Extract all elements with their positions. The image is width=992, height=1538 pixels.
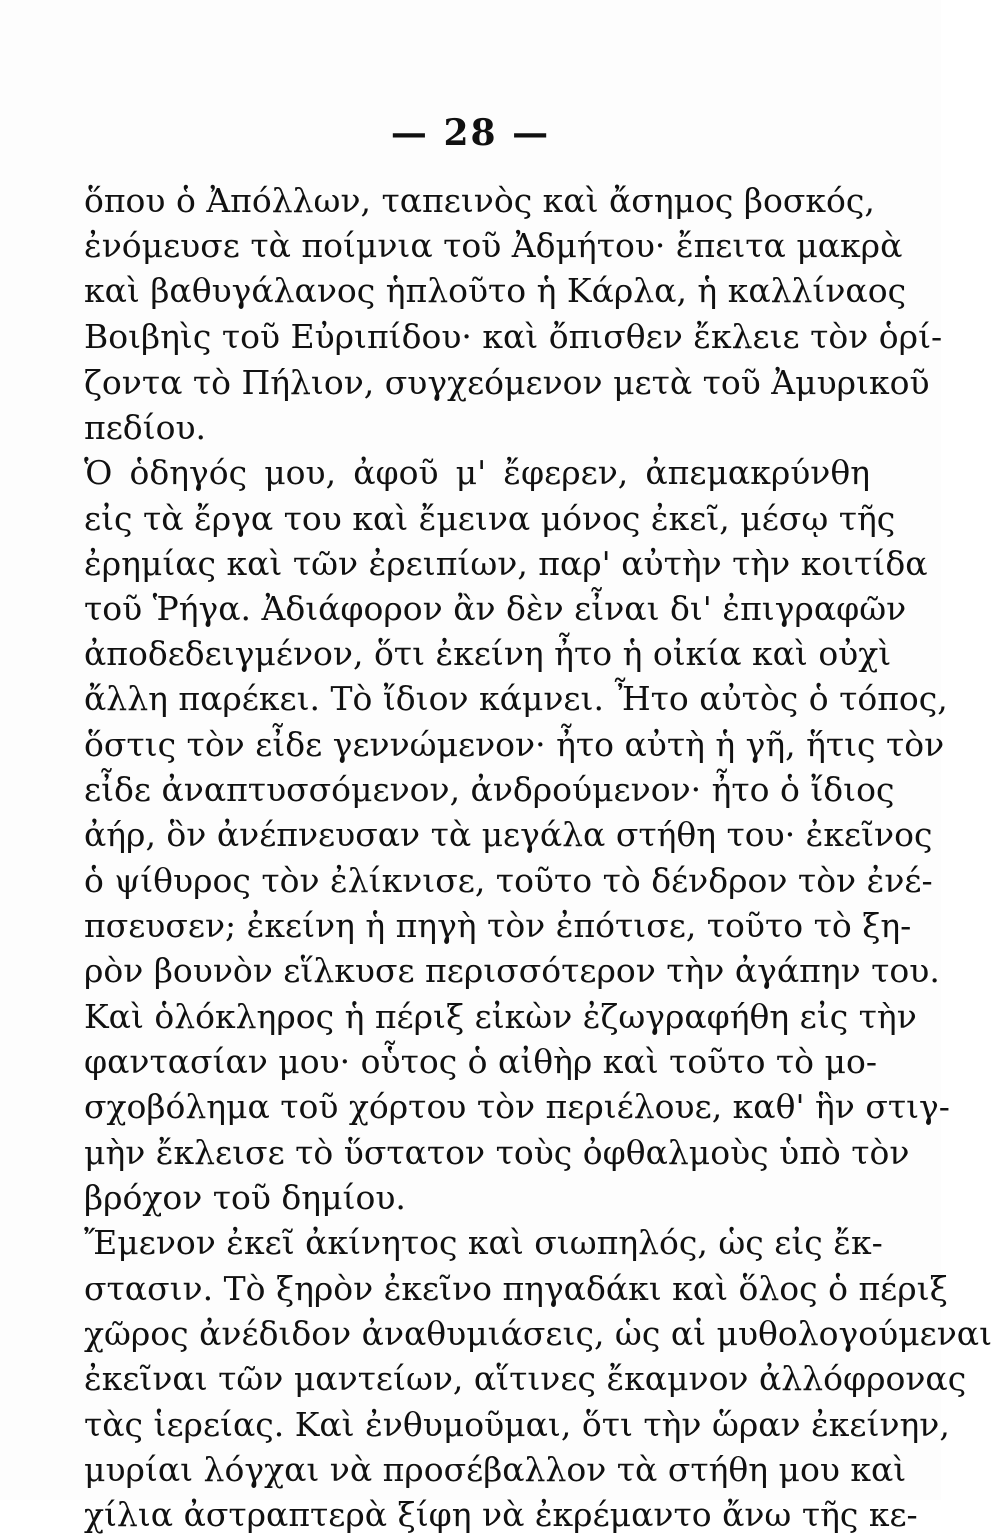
text-line: Βοιβηὶς τοῦ Εὐριπίδου· καὶ ὄπισθεν ἔκλειε τὸν ὁρί- [84,317,943,356]
text-line: ἀήρ, ὃν ἀνέπνευσαν τὰ μεγάλα στήθη του· ἐκεῖνος [84,815,933,854]
text-line: ὅστις τὸν εἶδε γεννώμενον· ἦτο αὐτὴ ἡ γῆ, ἥτις τὸν [84,725,945,764]
text-line: σχοβόλημα τοῦ χόρτου τὸν περιέλουε, καθ' ἣν στιγ- [84,1087,950,1126]
text-line: ρὸν βουνὸν εἵλκυσε περισσότερον τὴν ἀγάπην του. [84,951,940,990]
text-line: εἰς τὰ ἔργα του καὶ ἔμεινα μόνος ἐκεῖ, μέσῳ τῆς [84,499,896,538]
text-line: ἄλλη παρέκει. Τὸ ἴδιον κάμνει. Ἦτο αὐτὸς ὁ τόπος, [84,679,948,718]
text-line: ἐκεῖναι τῶν μαντείων, αἵτινες ἔκαμνον ἀλλόφρονας [84,1359,967,1398]
text-line: ἐρημίας καὶ τῶν ἐρειπίων, παρ' αὐτὴν τὴν κοιτίδα [84,544,928,583]
text-line: τοῦ Ῥήγα. Ἀδιάφορον ἂν δὲν εἶναι δι' ἐπιγραφῶν [84,589,907,628]
page-number: — 28 — [390,112,551,154]
text-line: πεδίου. [84,408,207,447]
text-line: χῶρος ἀνέδιδον ἀναθυμιάσεις, ὡς αἱ μυθολογούμεναι [84,1314,992,1353]
text-line: καὶ βαθυγάλανος ἡπλοῦτο ἡ Κάρλα, ἡ καλλίναος [84,271,907,310]
text-line: μὴν ἔκλεισε τὸ ὕστατον τοὺς ὀφθαλμοὺς ὑπὸ τὸν [84,1133,910,1172]
text-line: πσευσεν; ἐκείνη ἡ πηγὴ τὸν ἐπότισε, τοῦτο τὸ ξη- [84,906,912,945]
text-line: βρόχον τοῦ δημίου. [84,1178,406,1217]
text-line: Ἔμενον ἐκεῖ ἀκίνητος καὶ σιωπηλός, ὡς εἰς ἔκ- [84,1223,883,1262]
text-line: στασιν. Τὸ ξηρὸν ἐκεῖνο πηγαδάκι καὶ ὅλος ὁ πέριξ [84,1269,948,1308]
text-line: ζοντα τὸ Πήλιον, συγχεόμενον μετὰ τοῦ Ἀμυρικοῦ [84,363,930,402]
text-line: Ὁ ὁδηγός μου, ἀφοῦ μ' ἔφερεν, ἀπεμακρύνθη [84,453,870,492]
text-line: εἶδε ἀναπτυσσόμενον, ἀνδρούμενον· ἦτο ὁ ἴδιος [84,770,895,809]
text-line: χίλια ἀστραπτερὰ ξίφη νὰ ἐκρέμαντο ἄνω τῆς κε- [84,1495,918,1534]
text-line: μυρίαι λόγχαι νὰ προσέβαλλον τὰ στήθη μου καὶ [84,1450,907,1489]
text-line: ἐνόμευσε τὰ ποίμνια τοῦ Ἀδμήτου· ἔπειτα μακρὰ [84,226,903,265]
text-line: τὰς ἱερείας. Καὶ ἐνθυμοῦμαι, ὅτι τὴν ὥραν ἐκείνην, [84,1405,950,1444]
text-line: ὅπου ὁ Ἀπόλλων, ταπεινὸς καὶ ἄσημος βοσκός, [84,181,875,220]
text-line: Καὶ ὁλόκληρος ἡ πέριξ εἰκὼν ἐζωγραφήθη εἰς τὴν [84,997,917,1036]
text-line: ἀποδεδειγμένον, ὅτι ἐκείνη ἦτο ἡ οἰκία καὶ οὐχὶ [84,634,892,673]
text-line: ὁ ψίθυρος τὸν ἐλίκνισε, τοῦτο τὸ δένδρον τὸν ἐνέ- [84,861,933,900]
text-line: φαντασίαν μου· οὗτος ὁ αἰθὴρ καὶ τοῦτο τὸ μο- [84,1042,877,1081]
